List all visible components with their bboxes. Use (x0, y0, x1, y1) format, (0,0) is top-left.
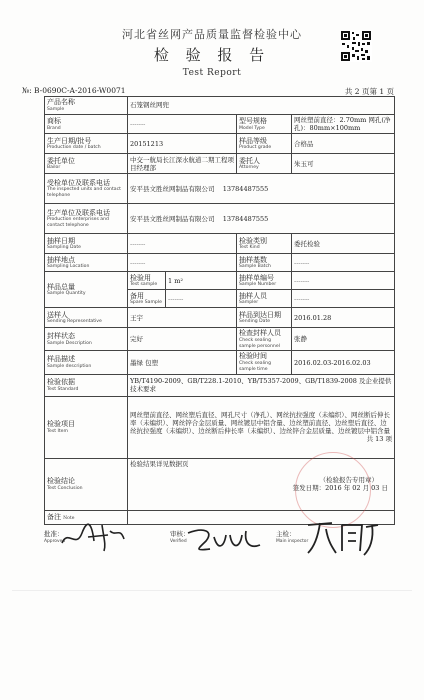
page-info: 共 2 页第 1 页 (344, 87, 394, 96)
seal-status-value: 完好 (128, 328, 237, 351)
sampling-place-label: 抽样地点 Sampling Location (45, 254, 128, 272)
attorney-value: 朱玉可 (292, 154, 395, 174)
sample-number-label: 抽样单编号 Sample Number (237, 272, 292, 290)
standard-label: 检验依据 Test Standard (45, 374, 128, 396)
spare-sample-label: 备用 Spare Sample (128, 290, 166, 308)
sampling-date-label: 抽样日期 Sampling Date (45, 234, 128, 254)
sample-desc-value: 墨绿 包塑 (128, 351, 237, 374)
report-title-en: Test Report (182, 68, 242, 78)
sample-batch-label: 抽样基数 Sample Batch (237, 254, 292, 272)
inspected-unit-label: 受检单位及联系电话 The inspected units and contact telephone (45, 174, 128, 204)
model-value: 网丝塑前直径：2.70mm 网孔(净孔)：80mm×100mm (292, 115, 395, 134)
inspector-label: 主检： (276, 530, 296, 538)
model-label: 型号规格 Model Type (237, 115, 292, 134)
grade-value: 合格品 (292, 134, 395, 154)
production-date-value: 20151213 (128, 134, 237, 154)
conclusion-stamp-text: （检验报告专用章） (319, 475, 379, 484)
test-sample-value: 1 m² (166, 272, 237, 290)
qr-code-icon (340, 30, 372, 62)
reviewer-label-en: Verified (170, 539, 187, 544)
test-items-value: 网丝塑前直径、网丝塑后直径、网孔尺寸（净孔）、网丝抗拉强度（未编织）、网丝断后伸长率（未编织）、网丝锌合金层质量、网丝镀层中铝含量、边丝塑前直径、边丝塑后直径、边丝抗拉强度（未编织）、边丝断后伸长率（未编织）、边丝锌合金层质量、边丝镀层中铝含量 共 13 项 (128, 396, 395, 458)
conclusion-issue-date: 签发日期：2016 年 02 月 03 日 (292, 483, 389, 492)
production-date-label: 生产日期/批号 Production date / batch (45, 134, 128, 154)
producer-phone: 13784487555 (222, 214, 269, 223)
check-time-value: 2016.02.03-2016.02.03 (292, 351, 395, 374)
approver-signature-icon (58, 521, 128, 555)
report-title: 检 验 报 告 (153, 46, 271, 64)
inspector-signature-icon (302, 517, 382, 557)
quantity-label: 样品总量 Sample Quantity (45, 272, 128, 308)
inspected-unit-phone: 13784487555 (222, 184, 269, 193)
sample-batch-value: ------- (292, 254, 395, 272)
check-time-label: 检验时间 Check sealing sample time (237, 351, 292, 374)
conclusion-text: 检验结果详见数据页 (130, 459, 189, 468)
product-name-value: 石笼钢丝网兜 (128, 97, 395, 115)
arrival-date-value: 2016.01.28 (292, 308, 395, 328)
reviewer-signature-icon (184, 523, 264, 557)
inspected-unit-value: 安平县文胜丝网制品有限公司 13784487555 (128, 174, 395, 204)
sampler-value: ------- (292, 290, 395, 308)
attorney-label: 委托人 Attorney (237, 154, 292, 174)
test-kind-value: 委托检验 (292, 234, 395, 254)
brand-value: ------- (128, 115, 237, 134)
conclusion-label: 检验结论 Test Conclusion (45, 458, 128, 510)
client-label: 委托单位 Bailor (45, 154, 128, 174)
producer-label: 生产单位及联系电话 Production enterprises and contact telephone (45, 204, 128, 234)
producer-value: 安平县文胜丝网制品有限公司 13784487555 (128, 204, 395, 234)
spare-sample-value: ------- (166, 290, 237, 308)
sampler-label: 抽样人员 Sampler (237, 290, 292, 308)
sampling-place-value: ------- (128, 254, 237, 272)
test-sample-label: 检验用 Test sample (128, 272, 166, 290)
grade-label: 样品等级 Product grade (237, 134, 292, 154)
seal-checker-value: 张静 (292, 328, 395, 351)
sample-desc-label: 样品描述 Sample description (45, 351, 128, 374)
institution-name: 河北省丝网产品质量监督检验中心 (122, 28, 302, 41)
seal-status-label: 封样状态 Sample Description (45, 328, 128, 351)
page-bottom-divider (12, 590, 412, 591)
approver-label: 批准： (44, 530, 64, 538)
brand-label: 商标 Brand (45, 115, 128, 134)
test-items-count: 共 13 项 (366, 435, 393, 444)
inspector-label-en: Main inspector (276, 539, 309, 544)
sample-number-value: ------- (292, 272, 395, 290)
test-kind-label: 检验类别 Test Kind (237, 234, 292, 254)
standard-value: YB/T4190-2009、GB/T228.1-2010、YB/T5357-2009、GB/T1839-2008 及企业提供技术要求 (128, 374, 395, 396)
reviewer-label: 审核： (170, 530, 190, 538)
report-number: №: B-0690C-A-2016-W0071 (22, 86, 126, 95)
remarks-label: 备注 Note (45, 510, 128, 524)
signature-row (44, 527, 394, 555)
seal-checker-label: 检查封样人员 Check sealing sample personnel (237, 328, 292, 351)
sampling-date-value: ------- (128, 234, 237, 254)
sender-value: 王宇 (128, 308, 237, 328)
client-value: 中交一航局长江深水航道二期工程项目经理部 (128, 154, 237, 174)
sender-label: 送样人 Sending Representative (45, 308, 128, 328)
arrival-date-label: 样品到达日期 Sending Date (237, 308, 292, 328)
product-name-label: 产品名称 Sample (45, 97, 128, 115)
approver-label-en: Approved (44, 539, 66, 544)
test-items-label: 检验项目 Test Item (45, 396, 128, 458)
